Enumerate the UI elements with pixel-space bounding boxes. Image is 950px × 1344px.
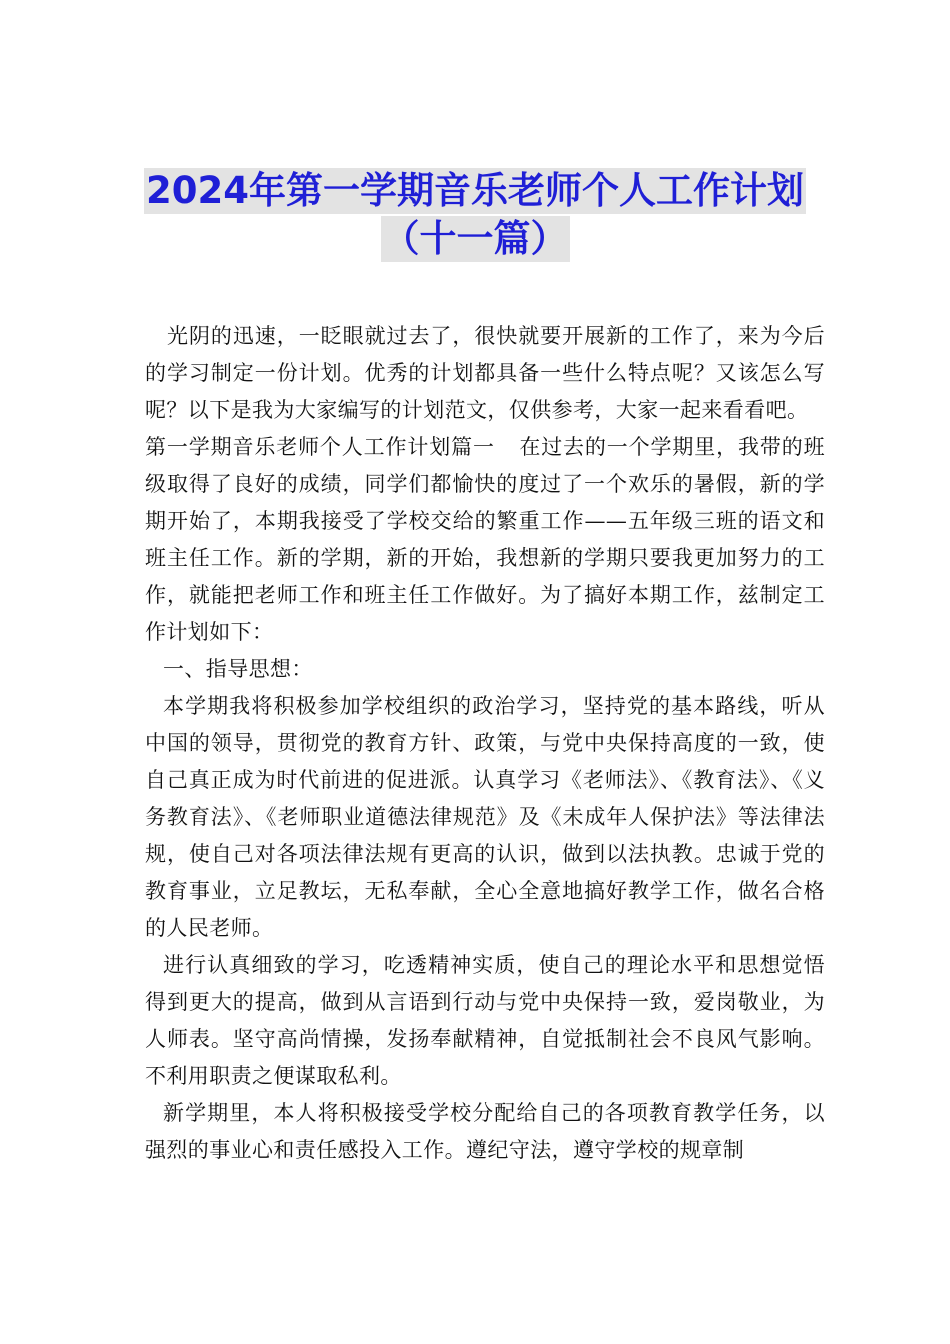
section-paragraph [145,429,825,651]
title-line-1: 2024年第一学期音乐老师个人工作计划 [146,169,804,212]
document-body [145,318,825,1169]
article-intro-text: 在过去的一个学期里，我带的班级取得了良好的成绩，同学们都愉快的度过了一个欢乐的暑假，新的学期开始了，本期我接受了学校交给的繁重工作——五年级三班的语文和班主任工作。新的学期，新的开始，我想新的学期只要我更加努力的工作，就能把老师工作和班主任工作做好。为了搞好本期工作，兹制定工作计划如下： [145,435,825,644]
title-line-2: （十一篇） [382,217,568,260]
body-paragraph: 本学期我将积极参加学校组织的政治学习，坚持党的基本路线，听从中国的领导，贯彻党的教育方针、政策，与党中央保持高度的一致，使自己真正成为时代前进的促进派。认真学习《老师法》、《教育法》、《义务教育法》、《老师职业道德法律规范》及《未成年人保护法》等法律法规，使自己对各项法律法规有更高的认识，做到以法执教。忠诚于党的教育事业，立足教坛，无私奉献，全心全意地搞好教学工作，做名合格的人民老师。 [145,694,825,940]
intro-paragraph: 光阴的迅速，一眨眼就过去了，很快就要开展新的工作了，来为今后的学习制定一份计划。优秀的计划都具备一些什么特点呢？又该怎么写呢？以下是我为大家编写的计划范文，仅供参考，大家一起来看看吧。 [145,324,825,422]
section-heading-guiding-thought: 一、指导思想： [163,657,313,681]
body-paragraph: 新学期里，本人将积极接受学校分配给自己的各项教育教学任务，以强烈的事业心和责任感投入工作。遵纪守法，遵守学校的规章制 [145,1101,825,1162]
article-heading: 第一学期音乐老师个人工作计划篇一 [145,435,495,459]
body-paragraph: 进行认真细致的学习，吃透精神实质，使自己的理论水平和思想觉悟得到更大的提高，做到从言语到行动与党中央保持一致，爱岗敬业，为人师表。坚守高尚情操，发扬奉献精神，自觉抵制社会不良风气影响。不利用职责之便谋取私利。 [145,953,825,1088]
document-title [0,168,950,262]
